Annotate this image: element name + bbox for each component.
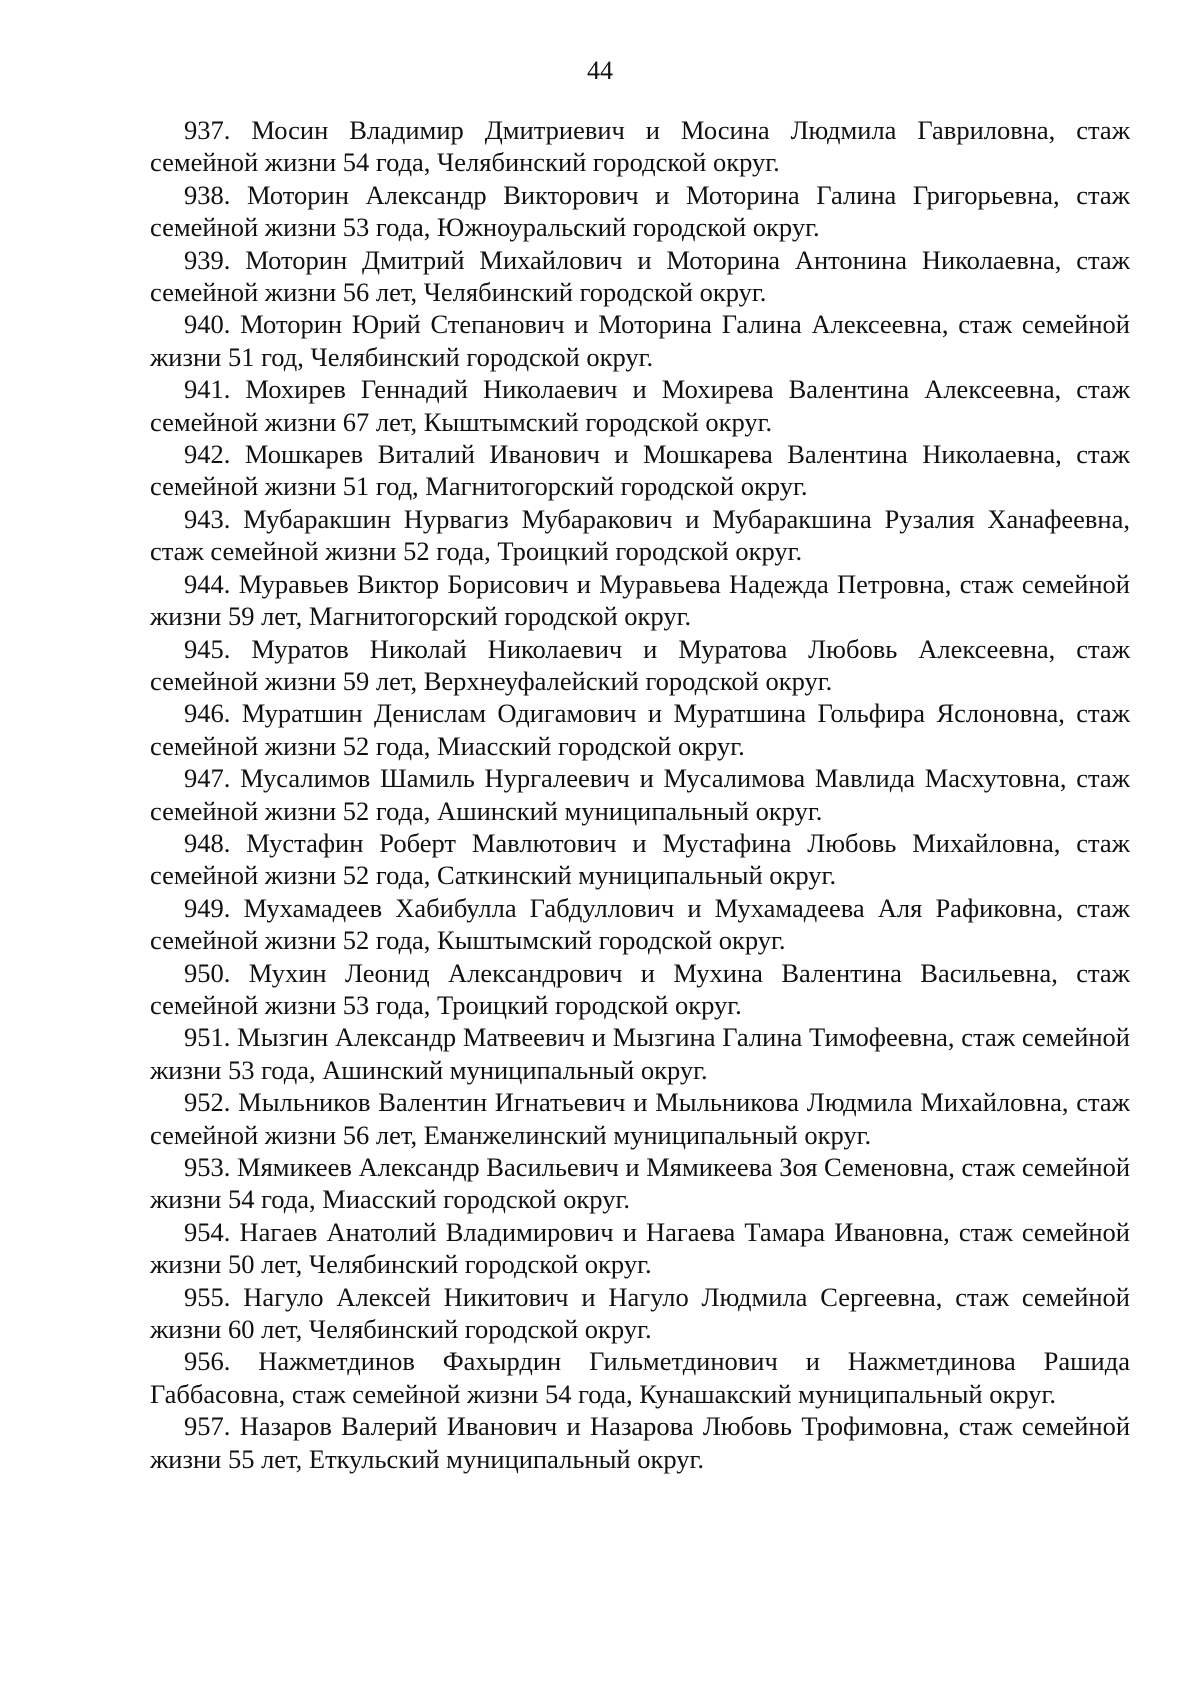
list-item: 937. Мосин Владимир Дмитриевич и Мосина Людмила Гавриловна, стаж семейной жизни 54 года, Челябинский городской округ.	[150, 115, 1130, 178]
list-item: 941. Мохирев Геннадий Николаевич и Мохирева Валентина Алексеевна, стаж семейной жизни 67 лет, Кыштымский городской округ.	[150, 374, 1130, 437]
entries-list	[150, 114, 1130, 1475]
list-item: 946. Муратшин Денислам Одигамович и Муратшина Гольфира Яслоновна, стаж семейной жизни 52 года, Миасский городской округ.	[150, 698, 1130, 761]
list-item: 942. Мошкарев Виталий Иванович и Мошкарева Валентина Николаевна, стаж семейной жизни 51 год, Магнитогорский городской округ.	[150, 439, 1130, 502]
list-item: 955. Нагуло Алексей Никитович и Нагуло Людмила Сергеевна, стаж семейной жизни 60 лет, Челябинский городской округ.	[150, 1281, 1130, 1345]
list-item: 948. Мустафин Роберт Мавлютович и Мустафина Любовь Михайловна, стаж семейной жизни 52 года, Саткинский муниципальный округ.	[150, 827, 1130, 891]
list-item: 954. Нагаев Анатолий Владимирович и Нагаева Тамара Ивановна, стаж семейной жизни 50 лет, Челябинский городской округ.	[150, 1216, 1130, 1280]
list-item: 950. Мухин Леонид Александрович и Мухина Валентина Васильевна, стаж семейной жизни 53 года, Троицкий городской округ.	[150, 957, 1130, 1020]
list-item: 957. Назаров Валерий Иванович и Назарова Любовь Трофимовна, стаж семейной жизни 55 лет, Еткульский муниципальный округ.	[150, 1411, 1130, 1474]
list-item: 956. Нажметдинов Фахырдин Гильметдинович и Нажметдинова Рашида Габбасовна, стаж семейной жизни 54 года, Кунашакский муниципальный округ.	[150, 1346, 1130, 1409]
list-item: 947. Мусалимов Шамиль Нургалеевич и Мусалимова Мавлида Масхутовна, стаж семейной жизни 52 года, Ашинский муниципальный округ.	[150, 763, 1130, 826]
list-item: 944. Муравьев Виктор Борисович и Муравьева Надежда Петровна, стаж семейной жизни 59 лет, Магнитогорский городской округ.	[150, 568, 1130, 632]
list-item: 939. Моторин Дмитрий Михайлович и Моторина Антонина Николаевна, стаж семейной жизни 56 лет, Челябинский городской округ.	[150, 244, 1130, 308]
list-item: 952. Мыльников Валентин Игнатьевич и Мыльникова Людмила Михайловна, стаж семейной жизни 56 лет, Еманжелинский муниципальный округ.	[150, 1087, 1130, 1150]
list-item: 943. Мубаракшин Нурвагиз Мубаракович и Мубаракшина Рузалия Ханафеевна, стаж семейной жизни 52 года, Троицкий городской округ.	[150, 503, 1130, 567]
list-item: 945. Муратов Николай Николаевич и Муратова Любовь Алексеевна, стаж семейной жизни 59 лет, Верхнеуфалейский городской округ.	[150, 633, 1130, 696]
list-item: 938. Моторин Александр Викторович и Моторина Галина Григорьевна, стаж семейной жизни 53 года, Южноуральский городской округ.	[150, 179, 1130, 243]
list-item: 949. Мухамадеев Хабибулла Габдуллович и Мухамадеева Аля Рафиковна, стаж семейной жизни 52 года, Кыштымский городской округ.	[150, 892, 1130, 956]
list-item: 953. Мямикеев Александр Васильевич и Мямикеева Зоя Семеновна, стаж семейной жизни 54 года, Миасский городской округ.	[150, 1152, 1131, 1215]
list-item: 940. Моторин Юрий Степанович и Моторина Галина Алексеевна, стаж семейной жизни 51 год, Челябинский городской округ.	[150, 309, 1130, 372]
list-item: 951. Мызгин Александр Матвеевич и Мызгина Галина Тимофеевна, стаж семейной жизни 53 года, Ашинский муниципальный округ.	[150, 1022, 1130, 1085]
page-number: 44	[587, 56, 613, 85]
